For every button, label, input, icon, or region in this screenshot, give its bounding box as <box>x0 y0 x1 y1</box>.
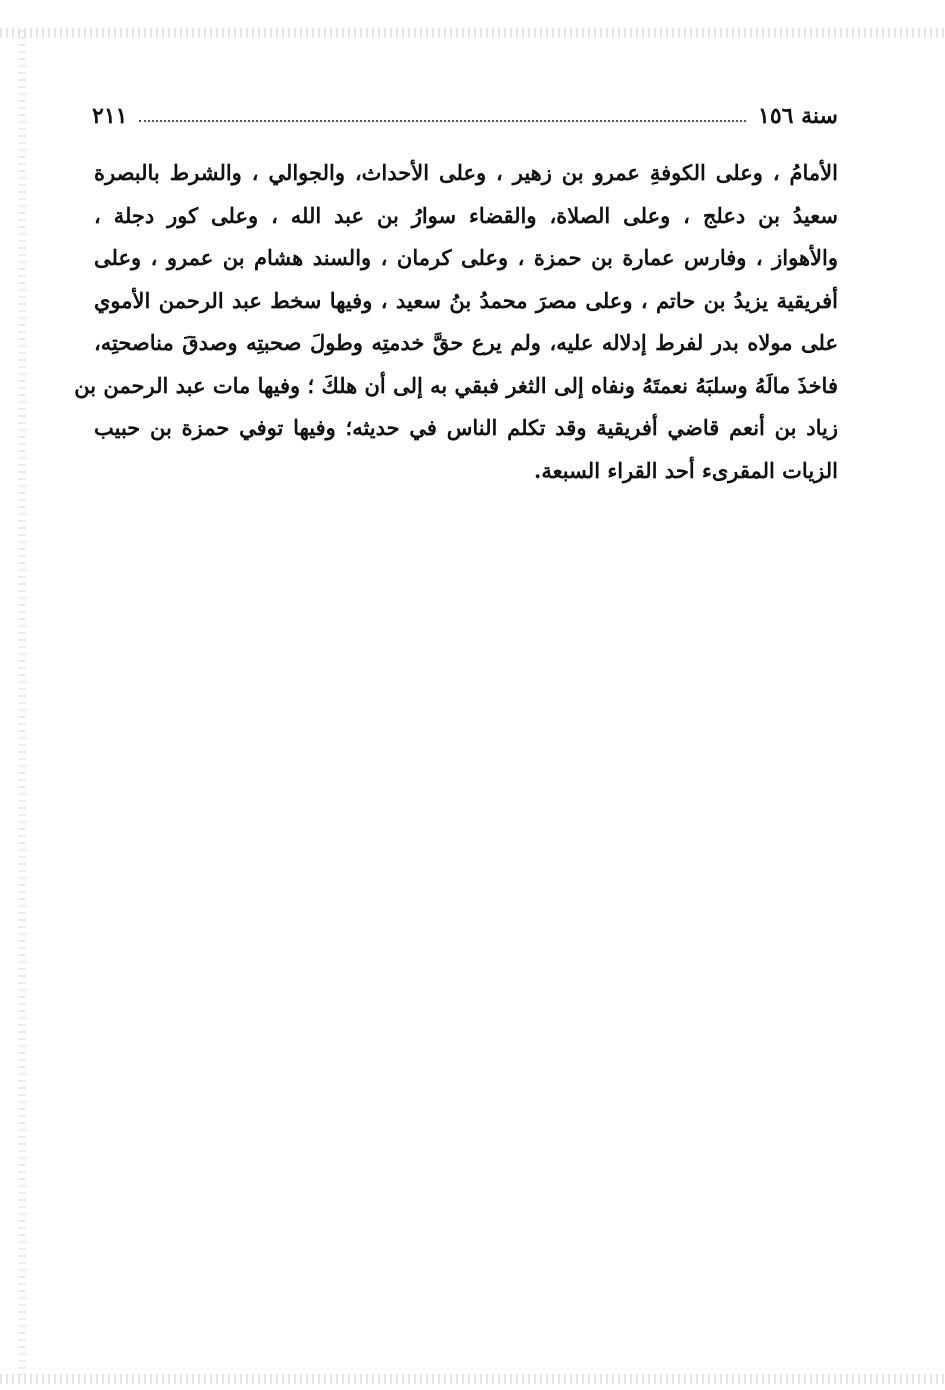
text-line: الأمامُ ، وعلى الكوفةِ عمرو بن زهير ، وعلى الأحداث، والجوالي ، والشرط بالبصرة <box>94 160 838 185</box>
scan-edge-top <box>0 28 945 38</box>
text-line: زياد بن أنعم قاضي أفريقية وقد تكلم الناس في حديثه؛ وفيها توفي حمزة بن حبيب <box>94 415 838 440</box>
text-line: والأهواز ، وفارس عمارة بن حمزة ، وعلى كرمان ، والسند هشام بن عمرو ، وعلى <box>94 245 838 270</box>
text-line: الزيات المقرىء أحد القراء السبعة. <box>534 457 838 483</box>
scan-edge-bottom <box>0 1374 945 1384</box>
text-line: أفريقية يزيدُ بن حاتم ، وعلى مصرَ محمدُ بنُ سعيد ، وفيها سخط عبد الرحمن الأموي <box>94 287 838 313</box>
scan-edge-left <box>18 30 26 1375</box>
text-line: سعيدُ بن دعلج ، وعلى الصلاة، والقضاء سوارُ بن عبد الله ، وعلى كور دجلة ، <box>94 202 838 228</box>
text-line: على مولاه بدر لفرط إدلاله عليه، ولم يرع حقَّ خدمتِه وطولَ صحبتِه وصدقَ مناصحتِه، <box>94 330 838 355</box>
text-line: فاخذَ مالَهُ وسلبَهُ نعمتَهُ ونفاه إلى الثغر فبقي به إلى أن هلكَ ؛ وفيها مات عبد الرحمن بن <box>74 372 838 398</box>
running-head: سنة ١٥٦ <box>758 103 838 129</box>
page-number: ٢١١ <box>92 103 128 129</box>
header-dotted-rule <box>139 119 746 122</box>
page-header <box>92 95 838 129</box>
body-text <box>74 152 838 492</box>
